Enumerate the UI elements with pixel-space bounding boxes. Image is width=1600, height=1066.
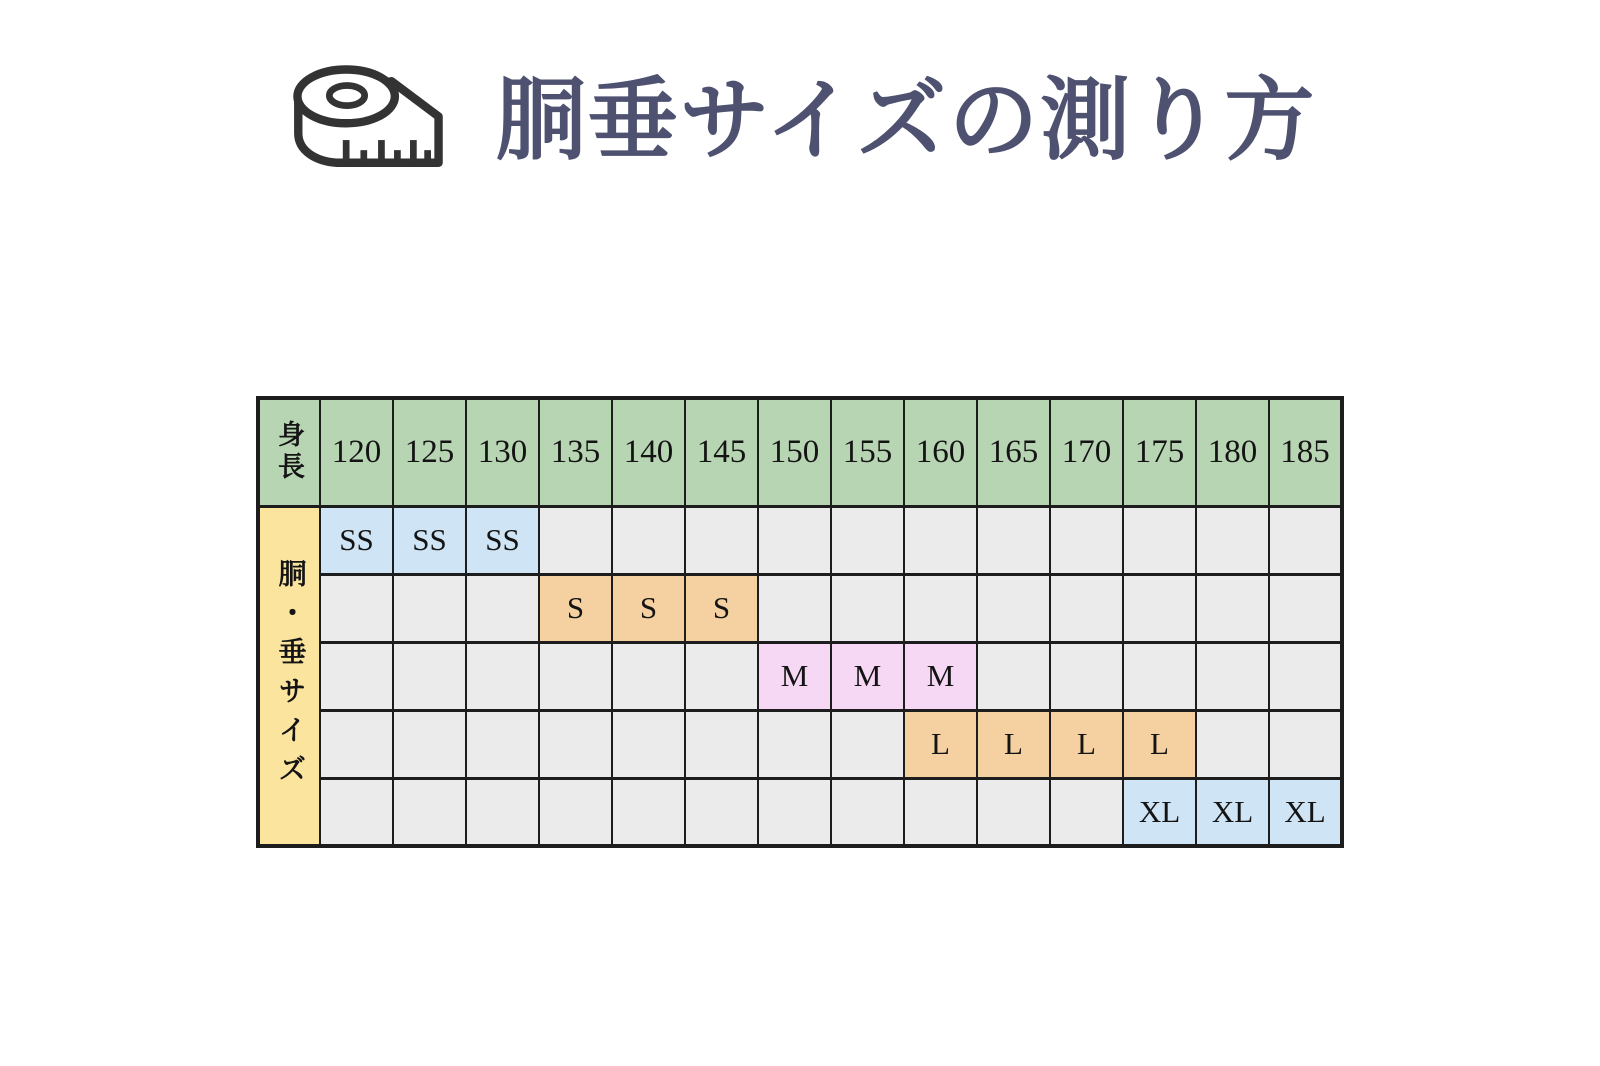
- empty-cell-L-120: [320, 710, 393, 778]
- empty-cell-S-180: [1196, 574, 1269, 642]
- height-header-cell-170: 170: [1050, 398, 1123, 506]
- empty-cell-S-170: [1050, 574, 1123, 642]
- empty-cell-L-125: [393, 710, 466, 778]
- empty-cell-L-140: [612, 710, 685, 778]
- empty-cell-M-145: [685, 642, 758, 710]
- empty-cell-SS-170: [1050, 506, 1123, 574]
- empty-cell-L-135: [539, 710, 612, 778]
- page-title: 胴垂サイズの測り方: [495, 72, 1317, 171]
- height-header-cell-140: 140: [612, 398, 685, 506]
- empty-cell-M-180: [1196, 642, 1269, 710]
- size-cell-L-165: L: [977, 710, 1050, 778]
- empty-cell-XL-165: [977, 778, 1050, 846]
- empty-cell-XL-135: [539, 778, 612, 846]
- empty-cell-S-185: [1269, 574, 1342, 642]
- empty-cell-L-145: [685, 710, 758, 778]
- height-header-cell-150: 150: [758, 398, 831, 506]
- size-cell-XL-180: XL: [1196, 778, 1269, 846]
- size-row-S: [258, 574, 1342, 642]
- empty-cell-M-140: [612, 642, 685, 710]
- size-cell-SS-120: SS: [320, 506, 393, 574]
- empty-cell-M-135: [539, 642, 612, 710]
- empty-cell-XL-150: [758, 778, 831, 846]
- size-chart-table: [256, 396, 1344, 848]
- empty-cell-L-155: [831, 710, 904, 778]
- height-header-row: [258, 398, 1342, 506]
- empty-cell-XL-130: [466, 778, 539, 846]
- size-chart-header: [258, 398, 1342, 506]
- size-cell-L-160: L: [904, 710, 977, 778]
- empty-cell-M-125: [393, 642, 466, 710]
- size-row-M: [258, 642, 1342, 710]
- empty-cell-XL-140: [612, 778, 685, 846]
- height-header-cell-120: 120: [320, 398, 393, 506]
- height-header-cell-175: 175: [1123, 398, 1196, 506]
- empty-cell-L-130: [466, 710, 539, 778]
- empty-cell-M-170: [1050, 642, 1123, 710]
- empty-cell-S-130: [466, 574, 539, 642]
- size-cell-XL-175: XL: [1123, 778, 1196, 846]
- height-axis-label: 身長: [258, 398, 320, 506]
- height-header-cell-145: 145: [685, 398, 758, 506]
- height-header-cell-180: 180: [1196, 398, 1269, 506]
- empty-cell-XL-120: [320, 778, 393, 846]
- size-cell-XL-185: XL: [1269, 778, 1342, 846]
- empty-cell-XL-155: [831, 778, 904, 846]
- empty-cell-L-150: [758, 710, 831, 778]
- empty-cell-L-185: [1269, 710, 1342, 778]
- height-header-cell-185: 185: [1269, 398, 1342, 506]
- empty-cell-M-175: [1123, 642, 1196, 710]
- size-chart-wrap: [256, 396, 1344, 848]
- empty-cell-SS-135: [539, 506, 612, 574]
- height-header-cell-125: 125: [393, 398, 466, 506]
- size-axis-label: 胴・垂サイズ: [258, 506, 320, 846]
- empty-cell-SS-165: [977, 506, 1050, 574]
- size-chart-body: [258, 506, 1342, 846]
- empty-cell-S-150: [758, 574, 831, 642]
- height-header-cell-135: 135: [539, 398, 612, 506]
- empty-cell-M-165: [977, 642, 1050, 710]
- size-cell-M-155: M: [831, 642, 904, 710]
- height-header-cell-130: 130: [466, 398, 539, 506]
- empty-cell-SS-185: [1269, 506, 1342, 574]
- size-row-L: [258, 710, 1342, 778]
- empty-cell-XL-160: [904, 778, 977, 846]
- empty-cell-SS-175: [1123, 506, 1196, 574]
- height-header-cell-160: 160: [904, 398, 977, 506]
- empty-cell-SS-180: [1196, 506, 1269, 574]
- size-cell-L-170: L: [1050, 710, 1123, 778]
- empty-cell-M-130: [466, 642, 539, 710]
- empty-cell-SS-155: [831, 506, 904, 574]
- empty-cell-S-120: [320, 574, 393, 642]
- size-cell-M-150: M: [758, 642, 831, 710]
- size-cell-S-135: S: [539, 574, 612, 642]
- empty-cell-L-180: [1196, 710, 1269, 778]
- size-row-SS: [258, 506, 1342, 574]
- page-header: [0, 60, 1600, 184]
- size-cell-L-175: L: [1123, 710, 1196, 778]
- measuring-tape-icon: [284, 60, 452, 184]
- empty-cell-S-125: [393, 574, 466, 642]
- size-row-XL: [258, 778, 1342, 846]
- empty-cell-XL-125: [393, 778, 466, 846]
- empty-cell-SS-150: [758, 506, 831, 574]
- size-cell-S-140: S: [612, 574, 685, 642]
- height-header-cell-155: 155: [831, 398, 904, 506]
- empty-cell-S-160: [904, 574, 977, 642]
- empty-cell-SS-160: [904, 506, 977, 574]
- height-header-cell-165: 165: [977, 398, 1050, 506]
- empty-cell-S-165: [977, 574, 1050, 642]
- empty-cell-M-120: [320, 642, 393, 710]
- size-cell-S-145: S: [685, 574, 758, 642]
- size-cell-SS-125: SS: [393, 506, 466, 574]
- empty-cell-SS-140: [612, 506, 685, 574]
- empty-cell-M-185: [1269, 642, 1342, 710]
- empty-cell-XL-170: [1050, 778, 1123, 846]
- size-cell-SS-130: SS: [466, 506, 539, 574]
- empty-cell-S-155: [831, 574, 904, 642]
- size-cell-M-160: M: [904, 642, 977, 710]
- empty-cell-S-175: [1123, 574, 1196, 642]
- empty-cell-XL-145: [685, 778, 758, 846]
- empty-cell-SS-145: [685, 506, 758, 574]
